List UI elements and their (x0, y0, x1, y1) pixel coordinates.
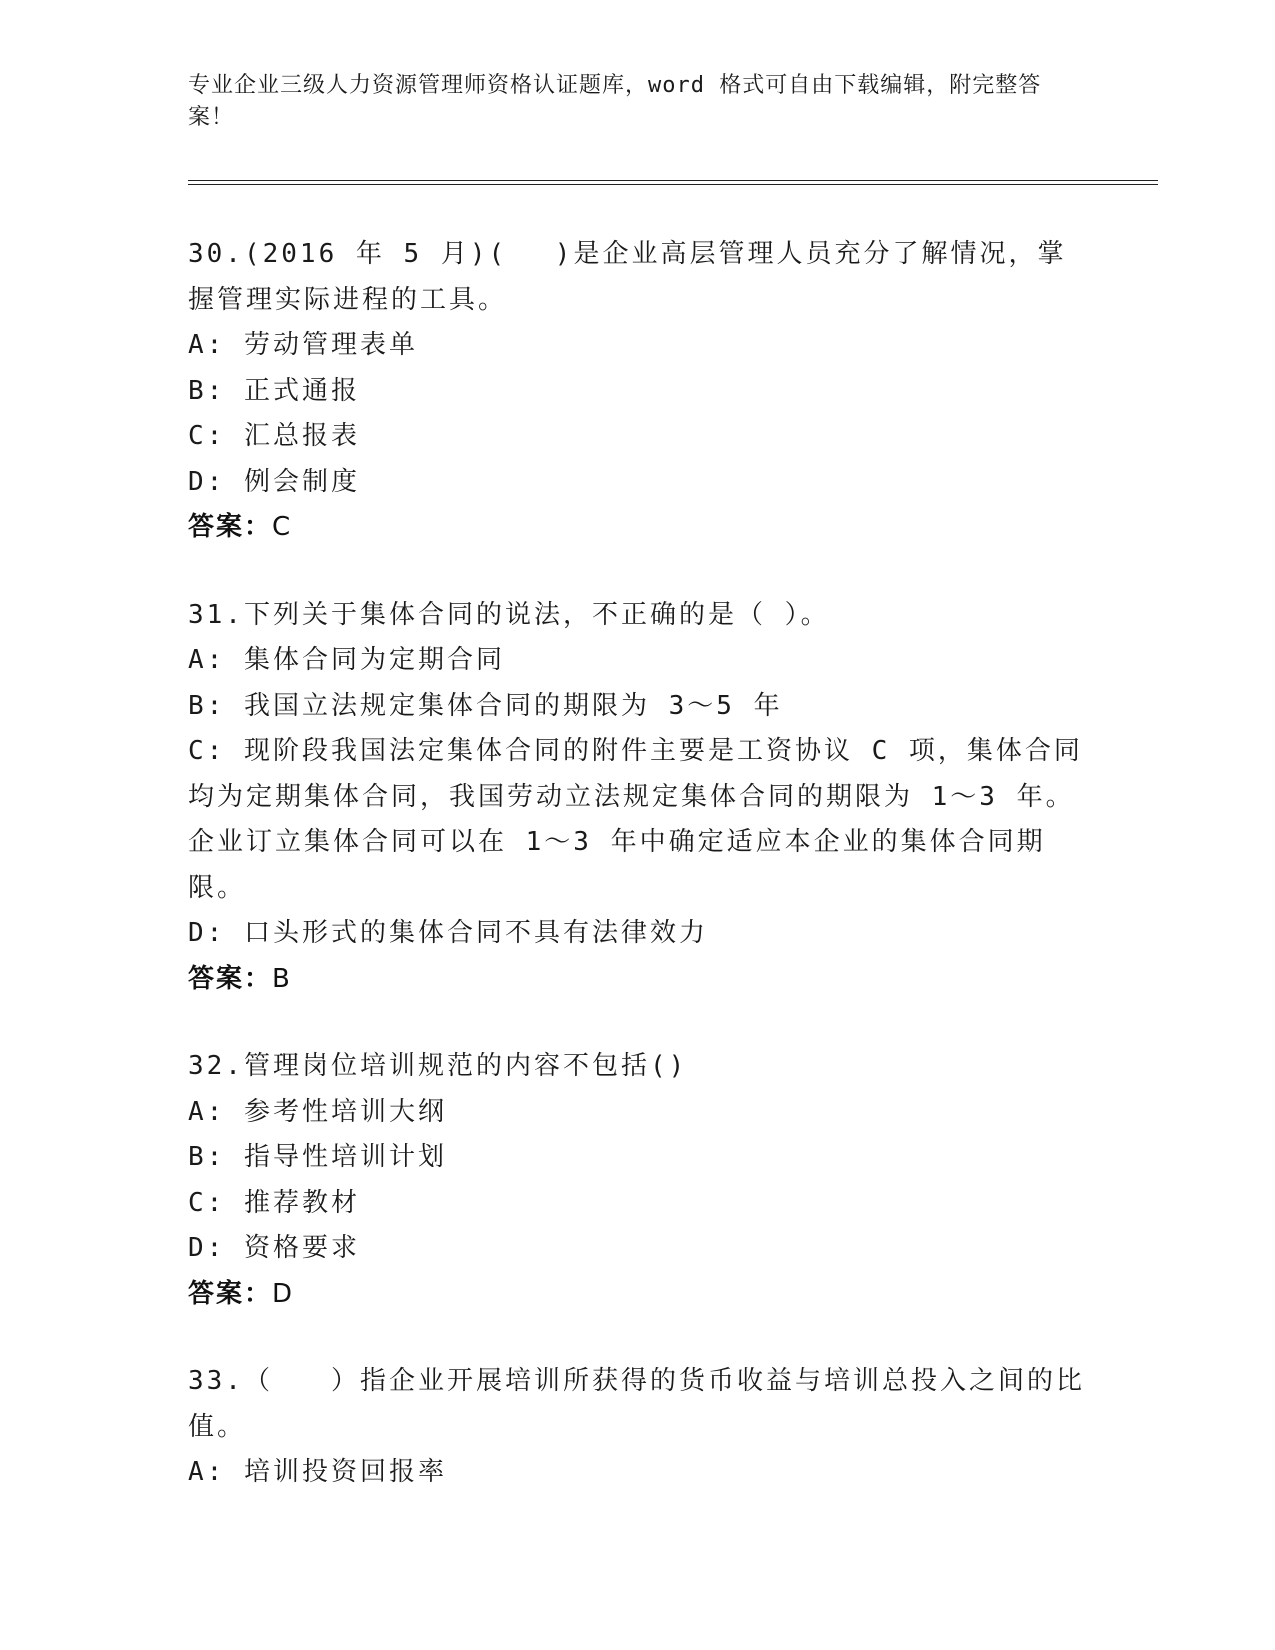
option-a: A: 劳动管理表单 (188, 330, 418, 360)
answer-label: 答案： (188, 1278, 273, 1309)
answer-line (188, 1272, 1088, 1318)
question-stem: 33.（ ）指企业开展培训所获得的货币收益与培训总投入之间的比值。 (188, 1366, 1085, 1442)
question-33 (188, 1359, 1088, 1496)
option-d: D: 资格要求 (188, 1233, 360, 1263)
option-a: A: 参考性培训大纲 (188, 1096, 447, 1127)
option-c: C: 汇总报表 (188, 421, 360, 451)
option-c: C: 现阶段我国法定集体合同的附件主要是工资协议 C 项，集体合同均为定期集体合同，我国劳动立法规定集体合同的期限为 1～3 年。企业订立集体合同可以在 1～3 年中确定适应本企业的集体合同期限。 (188, 736, 1083, 903)
answer-line (188, 957, 1088, 1003)
option-a: A: 培训投资回报率 (188, 1457, 447, 1487)
question-32 (188, 1044, 1088, 1317)
question-31 (188, 593, 1088, 1003)
document-header-text: 专业企业三级人力资源管理师资格认证题库，word 格式可自由下载编辑，附完整答案！ (188, 73, 1042, 130)
answer-label: 答案： (188, 512, 273, 542)
answer-value: B (272, 963, 292, 994)
question-list (188, 232, 1088, 1538)
answer-value: D (272, 1278, 295, 1309)
question-stem: 32.管理岗位培训规范的内容不包括() (188, 1051, 688, 1081)
answer-value: C (272, 512, 293, 542)
question-stem: 31.下列关于集体合同的说法，不正确的是（ ）。 (188, 599, 830, 630)
option-b: B: 我国立法规定集体合同的期限为 3～5 年 (188, 690, 783, 721)
option-c: C: 推荐教材 (188, 1187, 360, 1218)
answer-label: 答案： (188, 963, 273, 994)
header-double-rule (188, 180, 1158, 185)
option-b: B: 正式通报 (188, 375, 360, 406)
answer-line (188, 505, 1088, 551)
option-a: A: 集体合同为定期合同 (188, 645, 505, 675)
option-d: D: 例会制度 (188, 466, 360, 497)
question-stem: 30.(2016 年 5 月)( )是企业高层管理人员充分了解情况，掌握管理实际进程的工具。 (188, 239, 1067, 315)
question-30 (188, 232, 1088, 551)
option-d: D: 口头形式的集体合同不具有法律效力 (188, 918, 708, 948)
option-b: B: 指导性培训计划 (188, 1142, 447, 1172)
